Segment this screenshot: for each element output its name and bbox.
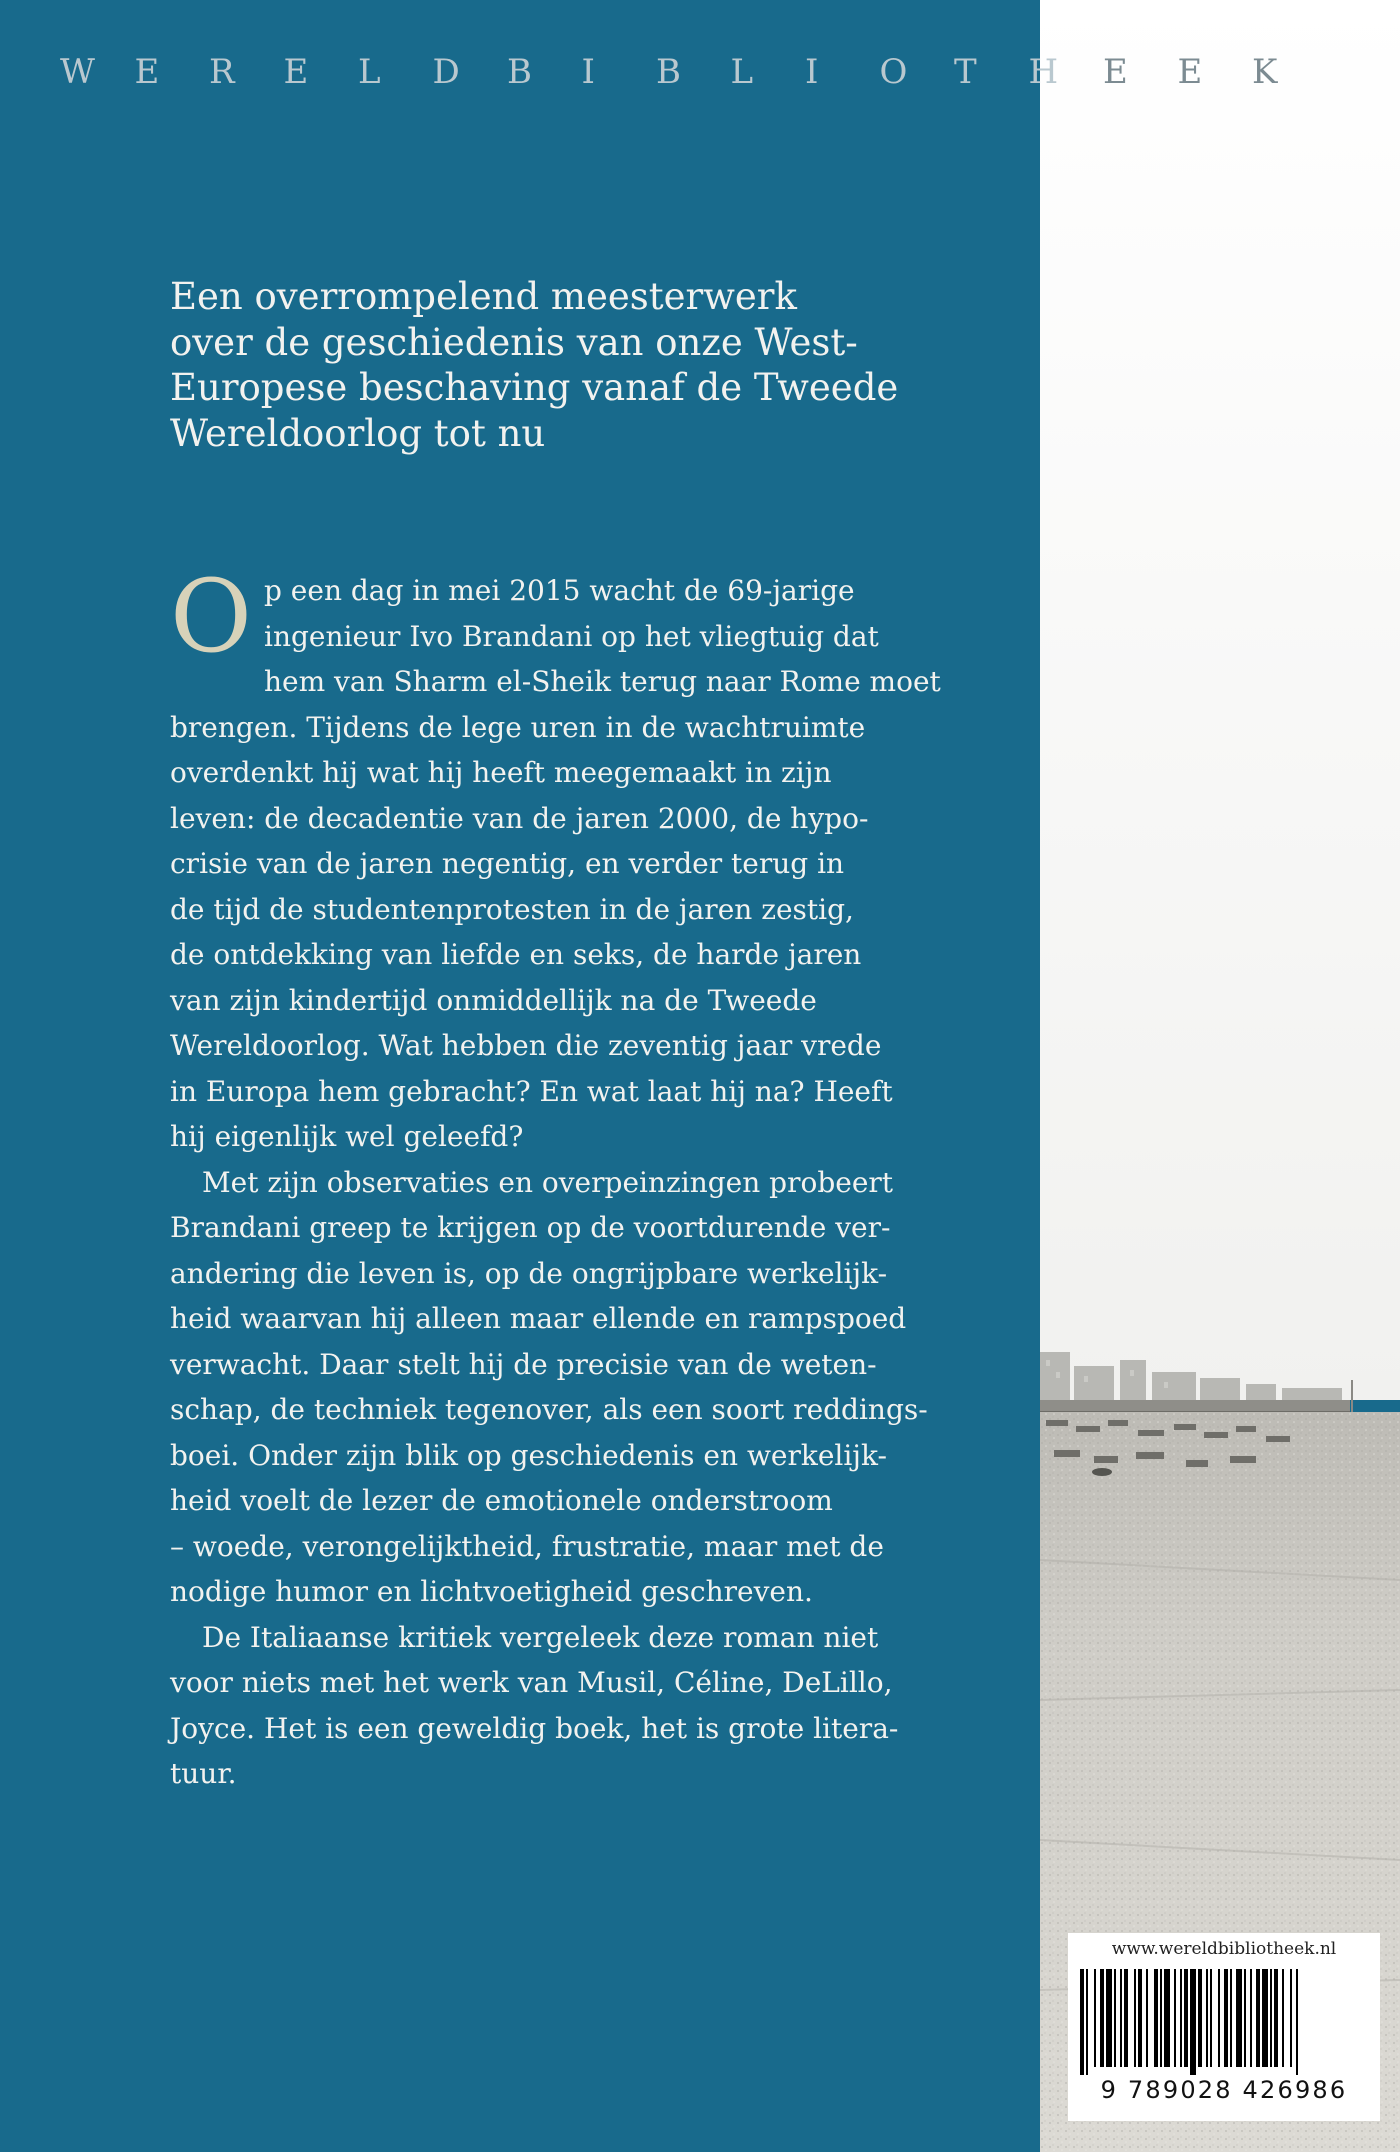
barcode-bar [1120,1969,1122,2067]
barcode-bar [1190,1969,1196,2075]
series-letter: R [209,52,235,92]
barcode-bar [1184,1969,1188,2067]
barcode-bar [1250,1969,1252,2067]
barcode-bar [1256,1969,1260,2067]
series-letter: T [954,52,977,92]
barcode-bar [1262,1969,1268,2067]
blurb-paragraph-1-text: p een dag in mei 2015 wacht de 69-jarige ingenieur Ivo Brandani op het vliegtuig dat hem van Sharm el-Sheik terug naar Rome moet brengen. Tijdens de lege uren in de wachtruimte overdenkt hij wat hij heeft meegemaakt in zijn leven: de decadentie van de jaren 2000, de hypo- crisie van de jaren negentig, en verder terug in de tijd de studentenprotesten in de jaren zestig, de ontdekking van liefde en seks, de harde jaren van zijn kindertijd onmiddellijk na de Tweede Wereldoorlog. Wat hebben die zeventig jaar vrede in Europa hem gebracht? En wat laat hij na? Heeft hij eigenlijk wel geleefd? [170,574,941,1153]
barcode-bar [1274,1969,1278,2067]
barcode-bar [1236,1969,1242,2067]
series-letter: K [1252,52,1278,92]
barcode-bar [1086,1969,1088,2075]
barcode-bar [1244,1969,1246,2067]
barcode-bar [1160,1969,1162,2067]
barcode-bar [1100,1969,1104,2067]
barcode-bar [1230,1969,1232,2067]
series-letter: E [1103,52,1128,92]
beach-photo-graphic [1040,0,1400,2152]
blurb-text [170,558,984,1797]
series-letter: O [879,52,908,92]
series-letter: E [283,52,309,92]
series-letter: D [432,52,460,92]
barcode-bar [1290,1969,1292,2067]
barcode-bar [1134,1969,1136,2067]
barcode-bar [1270,1969,1272,2067]
barcode-bar [1224,1969,1228,2067]
series-letter: H [1028,52,1059,92]
barcode-bar [1296,1969,1298,2075]
barcode-bar [1106,1969,1112,2067]
isbn-number: 9 789028 426986 [1100,2076,1348,2104]
barcode-bar [1164,1969,1170,2067]
barcode-bar [1282,1969,1284,2067]
series-letter: E [134,52,160,92]
barcode-bar [1080,1969,1084,2075]
series-letter: B [656,52,681,92]
barcode-bar [1198,1969,1202,2067]
barcode-bar [1154,1969,1158,2067]
barcode-bar [1210,1969,1212,2067]
series-letter: I [581,52,595,92]
series-letter: L [730,52,754,92]
barcode-bar [1146,1969,1148,2067]
series-letter: W [60,52,95,92]
barcode-bar [1174,1969,1176,2067]
blurb-paragraph-2: Met zijn observaties en overpeinzingen probeert Brandani greep te krijgen op de voortdurende ver- andering die leven is, op de ongrijpbare werkelijk- heid waarvan hij alleen maar ellende en rampspoed verwacht. Daar stelt hij de precisie van de weten- schap, de techniek tegenover, als een soort reddings- boei. Onder zijn blik op geschiedenis en werkelijk- heid voelt de lezer de emotionele onderstroom – woede, verongelijktheid, frustratie, maar met de nodige humor en lichtvoetigheid geschreven. [170,1165,928,1608]
barcode-bar [1218,1969,1220,2067]
barcode-bar [1114,1969,1116,2067]
drop-cap: O [170,558,252,675]
beach-photo [1040,0,1400,2152]
barcode-bar [1124,1969,1128,2067]
series-letter: E [1177,52,1203,92]
publisher-website: www.wereldbibliotheek.nl [1111,1939,1337,1959]
barcode-bar [1180,1969,1182,2067]
barcode-bar [1094,1969,1096,2067]
tagline: Een overrompelend meesterwerk over de geschiedenis van onze West- Europese beschaving vanaf de Tweede Wereldoorlog tot nu [170,275,899,455]
barcode-graphic [1078,1969,1370,2075]
series-letter: B [507,52,532,92]
series-letter: I [805,52,819,92]
barcode-bar [1206,1969,1208,2067]
blurb-paragraph-1 [170,558,984,1160]
barcode-bar [1138,1969,1142,2067]
series-letter: L [358,52,381,92]
barcode-label [1068,1933,1380,2121]
blurb-paragraph-3: De Italiaanse kritiek vergeleek deze roman niet voor niets met het werk van Musil, Céline, DeLillo, Joyce. Het is een geweldig boek, het is grote litera- tuur. [170,1620,899,1790]
series-title-wereldbibliotheek [60,52,1380,92]
